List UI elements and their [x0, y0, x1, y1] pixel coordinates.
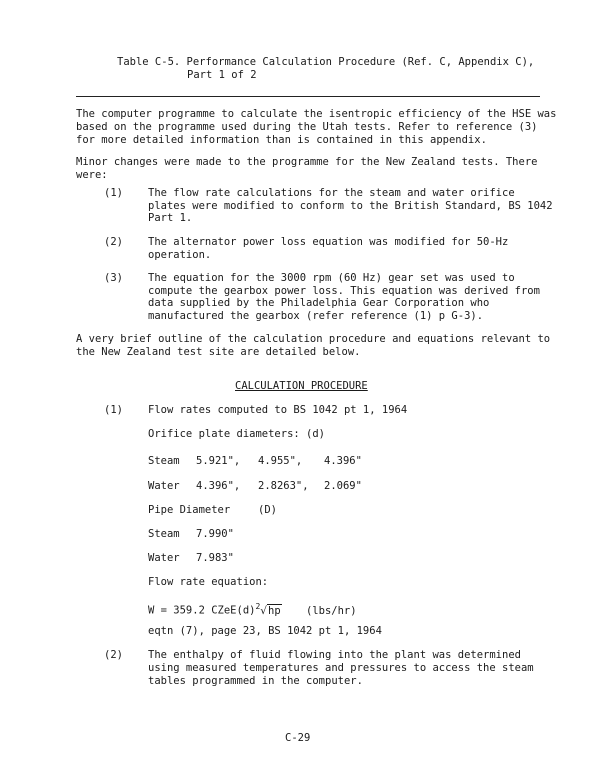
change-line: The flow rate calculations for the steam and water orifice [148, 187, 515, 199]
steam-label: Steam [148, 455, 180, 467]
intro-line: based on the programme used during the Utah tests. Refer to reference (3) [76, 121, 538, 133]
step-number: (2) [104, 649, 123, 661]
change-number: (2) [104, 236, 123, 248]
pipe-water-label: Water [148, 552, 180, 564]
pipe-steam-label: Steam [148, 528, 180, 540]
step-text: Flow rates computed to BS 1042 pt 1, 1964 [148, 404, 408, 416]
change-line: Part 1. [148, 212, 193, 224]
change-number: (1) [104, 187, 123, 199]
change-line: The equation for the 3000 rpm (60 Hz) gear set was used to [148, 272, 515, 284]
step-number: (1) [104, 404, 123, 416]
step2-line: using measured temperatures and pressures to access the steam [148, 662, 534, 674]
minor-changes-line: Minor changes were made to the programme for the New Zealand tests. There [76, 156, 538, 168]
change-line: compute the gearbox power loss. This equation was derived from [148, 285, 540, 297]
page-number: C-29 [285, 732, 311, 744]
change-line: The alternator power loss equation was modified for 50-Hz [148, 236, 509, 248]
water-value: 4.396", [196, 480, 241, 492]
step2-line: The enthalpy of fluid flowing into the plant was determined [148, 649, 521, 661]
outline-line: the New Zealand test site are detailed below. [76, 346, 361, 358]
pipe-steam-value: 7.990" [196, 528, 234, 540]
pipe-diameter-symbol: (D) [258, 504, 277, 516]
change-line: operation. [148, 249, 212, 261]
minor-changes-line: were: [76, 169, 108, 181]
water-value: 2.8263", [258, 480, 309, 492]
table-title-line2: Part 1 of 2 [187, 69, 257, 81]
steam-value: 5.921", [196, 455, 241, 467]
header-rule [76, 96, 540, 97]
steam-value: 4.955", [258, 455, 303, 467]
table-title-line1: Table C-5. Performance Calculation Procedure (Ref. C, Appendix C), [117, 56, 535, 68]
change-number: (3) [104, 272, 123, 284]
square-root [260, 605, 281, 618]
outline-line: A very brief outline of the calculation procedure and equations relevant to [76, 333, 551, 345]
equation-root-term: hp [268, 604, 281, 617]
water-label: Water [148, 480, 180, 492]
procedure-heading: CALCULATION PROCEDURE [235, 380, 368, 392]
flow-equation [148, 600, 357, 618]
equation-units: (lbs/hr) [305, 604, 357, 617]
equation-exponent: 2 [255, 602, 261, 611]
intro-line: The computer programme to calculate the isentropic efficiency of the HSE was [76, 108, 557, 120]
steam-value: 4.396" [324, 455, 362, 467]
equation-reference: eqtn (7), page 23, BS 1042 pt 1, 1964 [148, 625, 382, 637]
flow-equation-label: Flow rate equation: [148, 576, 269, 588]
radical-icon: √ [260, 604, 267, 617]
change-line: manufactured the gearbox (refer reference (1) p G-3). [148, 310, 484, 322]
equation-lhs: W = 359.2 CZeE(d) [148, 604, 256, 617]
intro-line: for more detailed information than is contained in this appendix. [76, 134, 487, 146]
change-line: plates were modified to conform to the British Standard, BS 1042 [148, 200, 553, 212]
step2-line: tables programmed in the computer. [148, 675, 363, 687]
pipe-diameter-label: Pipe Diameter [148, 504, 231, 516]
orifice-label: Orifice plate diameters: (d) [148, 428, 326, 440]
water-value: 2.069" [324, 480, 362, 492]
change-line: data supplied by the Philadelphia Gear Corporation who [148, 297, 490, 309]
pipe-water-value: 7.983" [196, 552, 234, 564]
